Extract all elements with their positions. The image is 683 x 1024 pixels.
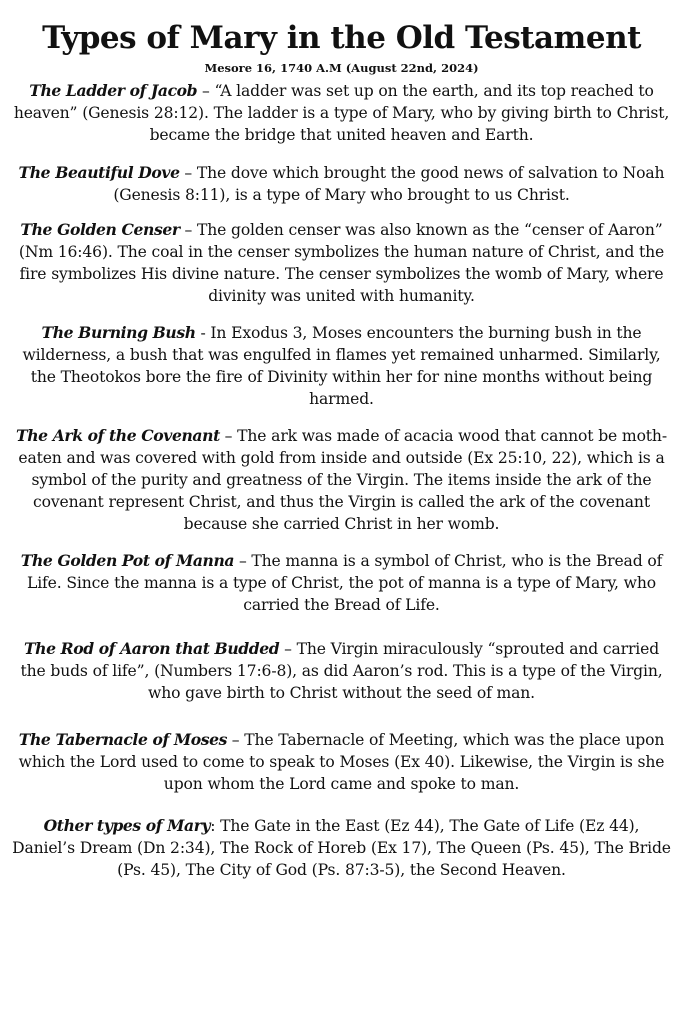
page-date: Mesore 16, 1740 A.M (August 22nd, 2024) [204, 61, 479, 75]
entry-separator: : [210, 817, 221, 835]
entry-text: The golden censer was also known as the “censer of Aaron” (Nm 16:46). The coal in the censer symbolizes the human nature of Christ, and the fire symbolizes His divine nature. The censer symbolizes the womb of Mary, where divinity was united with humanity. [18, 221, 665, 305]
entry-heading: The Beautiful Dove [18, 163, 180, 182]
entry-text: The Tabernacle of Meeting, which was the place upon which the Lord used to come to speak to Moses (Ex 40). Likewise, the Virgin is she upon whom the Lord came and spoke to man. [18, 731, 665, 793]
entry-heading: The Golden Pot of Manna [20, 551, 235, 570]
entry-text: “A ladder was set up on the earth, and its top reached to heaven” (Genesis 28:12). The ladder is a type of Mary, who by giving birth to Christ, became the bridge that united heaven and Earth. [13, 82, 670, 144]
entry-heading: The Rod of Aaron that Budded [23, 639, 280, 658]
entry-burning-bush [12, 322, 671, 410]
entry-heading: The Golden Censer [20, 220, 180, 239]
entry-other-types [12, 815, 671, 881]
entry-beautiful-dove [12, 162, 671, 206]
entry-heading: The Tabernacle of Moses [18, 730, 227, 749]
entry-heading: The Ladder of Jacob [29, 81, 198, 100]
entry-text: The manna is a symbol of Christ, who is the Bread of Life. Since the manna is a type of Christ, the pot of manna is a type of Mary, who carried the Bread of Life. [26, 552, 663, 614]
entry-heading: The Ark of the Covenant [16, 426, 220, 445]
entry-text: The dove which brought the good news of salvation to Noah (Genesis 8:11), is a type of Mary who brought to us Christ. [113, 164, 665, 204]
entry-separator: – [234, 552, 252, 570]
entry-separator: – [179, 221, 197, 239]
entry-separator: – [179, 164, 197, 182]
entry-separator: - [195, 324, 211, 342]
entry-text: In Exodus 3, Moses encounters the burning bush in the wilderness, a bush that was engulfed in flames yet remained unharmed. Similarly, the Theotokos bore the fire of Divinity within her for nine months without being harmed. [22, 324, 661, 408]
entry-text: The ark was made of acacia wood that cannot be moth-eaten and was covered with gold from inside and outside (Ex 25:10, 22), which is a symbol of the purity and greatness of the Virgin. The items inside the ark of the covenant represent Christ, and thus the Virgin is called the ark of the covenant because she carried Christ in her womb. [18, 427, 667, 533]
entry-text: The Gate in the East (Ez 44), The Gate of Life (Ez 44), Daniel’s Dream (Dn 2:34), The Rock of Horeb (Ex 17), The Queen (Ps. 45), The Bride (Ps. 45), The City of God (Ps. 87:3-5), the Second Heaven. [12, 817, 671, 879]
entry-separator: – [227, 731, 245, 749]
entry-rod-of-aaron [12, 638, 671, 704]
entry-separator: – [197, 82, 215, 100]
entry-ark-of-the-covenant [12, 425, 671, 535]
entry-heading: The Burning Bush [41, 323, 196, 342]
entry-tabernacle-of-moses [12, 729, 671, 795]
entry-text: The Virgin miraculously “sprouted and carried the buds of life”, (Numbers 17:6-8), as did Aaron’s rod. This is a type of the Virgin, who gave birth to Christ without the seed of man. [20, 640, 663, 702]
entry-golden-censer [12, 219, 671, 307]
entry-ladder-of-jacob [12, 80, 671, 146]
entry-separator: – [279, 640, 297, 658]
page-title: Types of Mary in the Old Testament [42, 20, 641, 56]
entry-golden-pot-of-manna [12, 550, 671, 616]
entry-heading: Other types of Mary [43, 816, 211, 835]
entry-separator: – [219, 427, 238, 445]
